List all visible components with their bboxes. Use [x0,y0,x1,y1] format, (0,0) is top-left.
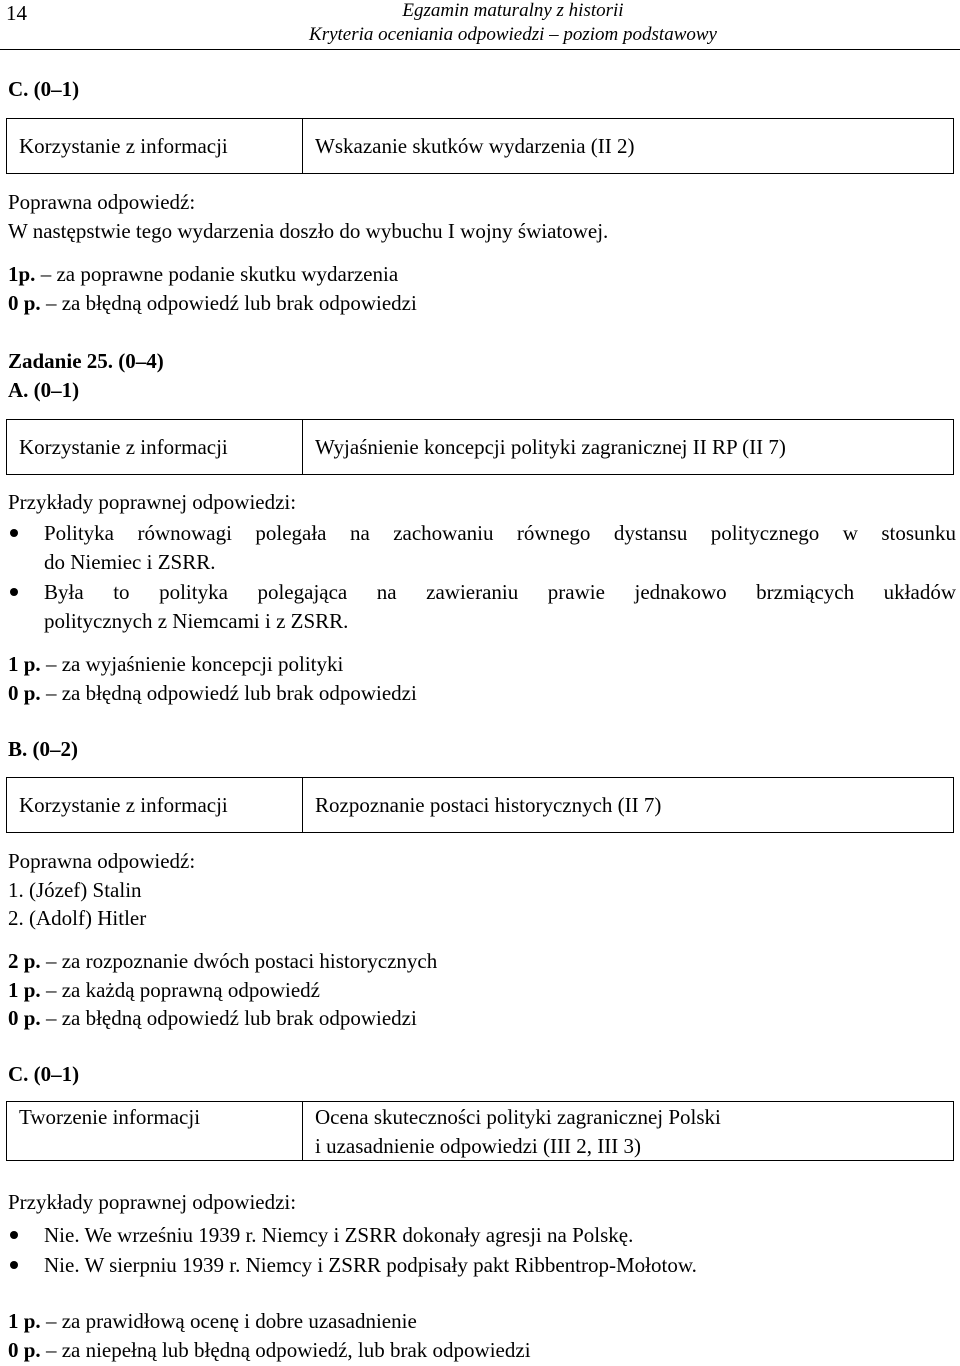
criteria-category: Korzystanie z informacji [7,420,303,474]
list-item-text: Polityka równowagi polegała na zachowaniu równego dystansu politycznego w stosunku [44,521,956,545]
answer-label: Poprawna odpowiedź: [8,190,196,214]
list-item-text: do Niemiec i ZSRR. [44,550,216,574]
examples-label: Przykłady poprawnej odpowiedzi: [8,490,297,514]
scoring-line [8,289,417,318]
scoring-line [8,1004,417,1033]
criteria-description-line: Ocena skuteczności polityki zagranicznej Polski [315,1105,721,1129]
task-heading: Zadanie 25. (0–4) [8,349,164,373]
header-title-line1: Egzamin maturalny z historii [402,0,624,21]
criteria-category: Korzystanie z informacji [7,119,303,173]
criteria-description-line: i uzasadnienie odpowiedzi (III 2, III 3) [315,1134,641,1158]
answer-text: W następstwie tego wydarzenia doszło do wybuchu I wojny światowej. [8,219,609,243]
score-points: 1 p. [8,652,41,676]
score-points: 1p. [8,262,36,286]
answer-text: 1. (Józef) Stalin [8,878,142,902]
criteria-description: Wskazanie skutków wydarzenia (II 2) [315,133,635,158]
score-description: – za każdą poprawną odpowiedź [40,978,320,1002]
list-item-text: Nie. We wrześniu 1939 r. Niemcy i ZSRR dokonały agresji na Polskę. [44,1223,634,1247]
scoring-line [8,947,437,976]
criteria-table [6,1101,954,1161]
list-item [8,519,956,577]
score-description: – za błędną odpowiedź lub brak odpowiedzi [40,681,417,705]
scoring-line [8,976,320,1005]
criteria-table [6,118,954,174]
score-description: – za błędną odpowiedź lub brak odpowiedzi [40,1006,417,1030]
list-item-text: Nie. W sierpniu 1939 r. Niemcy i ZSRR podpisały pakt Ribbentrop-Mołotow. [44,1253,697,1277]
header-divider [0,49,960,50]
bullet-icon [10,529,18,537]
list-item [8,1221,956,1250]
score-points: 2 p. [8,949,41,973]
score-points: 0 p. [8,1006,41,1030]
criteria-table [6,419,954,475]
section-heading: C. (0–1) [8,77,80,101]
section-heading: B. (0–2) [8,737,78,761]
score-points: 0 p. [8,681,41,705]
criteria-description [303,1102,953,1160]
header-title-line2: Kryteria oceniania odpowiedzi – poziom podstawowy [309,24,717,45]
answer-text: 2. (Adolf) Hitler [8,906,147,930]
score-points: 1 p. [8,978,41,1002]
criteria-table [6,777,954,833]
scoring-line [8,1336,531,1365]
running-header [200,0,826,47]
page-number: 14 [6,1,27,25]
score-description: – za niepełną lub błędną odpowiedź, lub brak odpowiedzi [40,1338,531,1362]
answer-label: Poprawna odpowiedź: [8,849,196,873]
criteria-description: Rozpoznanie postaci historycznych (II 7) [315,792,662,817]
bullet-icon [10,1261,18,1269]
score-description: – za prawidłową ocenę i dobre uzasadnienie [40,1309,417,1333]
criteria-category: Tworzenie informacji [7,1102,303,1160]
score-points: 0 p. [8,291,41,315]
scoring-line [8,260,398,289]
list-item [8,578,956,636]
bullet-icon [10,588,18,596]
list-item [8,1251,956,1280]
list-item-text: Była to polityka polegająca na zawieraniu prawie jednakowo brzmiących układów [44,580,956,604]
criteria-description: Wyjaśnienie koncepcji polityki zagranicznej II RP (II 7) [315,434,786,459]
examples-label: Przykłady poprawnej odpowiedzi: [8,1190,297,1214]
scoring-line [8,650,343,679]
score-points: 0 p. [8,1338,41,1362]
scoring-line [8,1307,417,1336]
score-points: 1 p. [8,1309,41,1333]
bullet-icon [10,1231,18,1239]
score-description: – za wyjaśnienie koncepcji polityki [40,652,344,676]
score-description: – za błędną odpowiedź lub brak odpowiedzi [40,291,417,315]
score-description: – za rozpoznanie dwóch postaci historycznych [40,949,438,973]
section-heading: C. (0–1) [8,1062,80,1086]
criteria-category: Korzystanie z informacji [7,778,303,832]
scoring-line [8,679,417,708]
score-description: – za poprawne podanie skutku wydarzenia [35,262,399,286]
list-item-text: politycznych z Niemcami i z ZSRR. [44,609,349,633]
section-heading: A. (0–1) [8,378,80,402]
